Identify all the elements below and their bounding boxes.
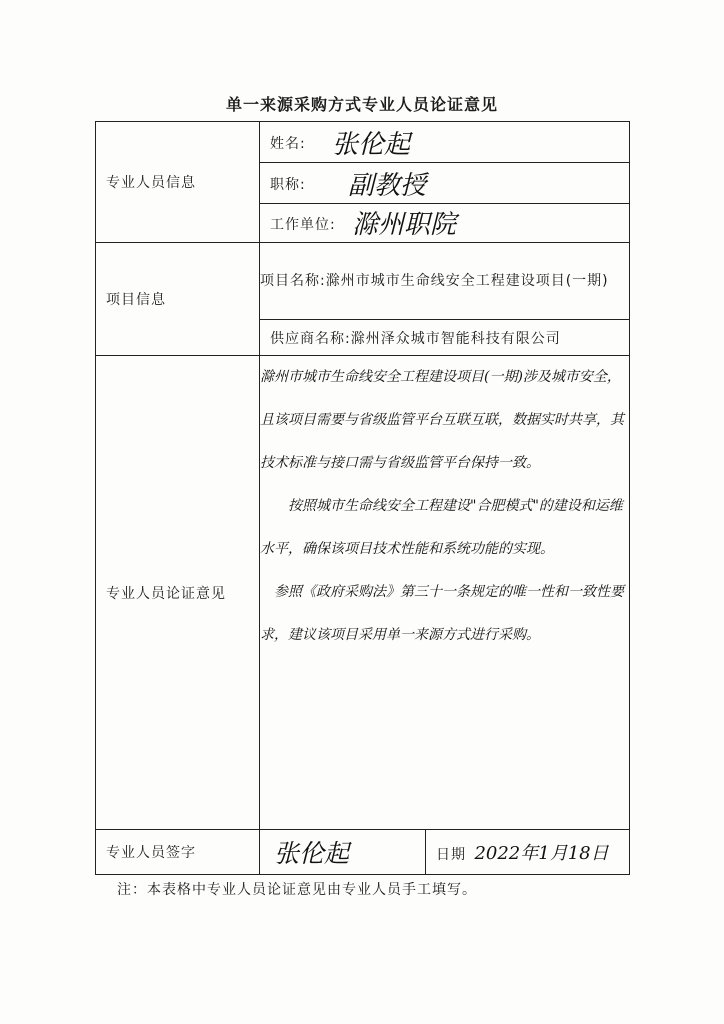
project-name-row <box>260 243 630 320</box>
unit-label: 工作单位: <box>270 217 336 233</box>
supplier-value: 滁州泽众城市智能科技有限公司 <box>350 330 561 347</box>
date-cell <box>426 830 630 874</box>
opinion-paragraph: 按照城市生命线安全工程建设"合肥模式"的建设和运维水平，确保该项目技术性能和系统功能的实现。 <box>260 498 623 557</box>
name-value: 张伦起 <box>332 130 411 160</box>
title-row <box>260 163 630 204</box>
opinion-content <box>260 356 630 830</box>
page-title: 单一来源采购方式专业人员论证意见 <box>225 95 498 114</box>
project-name-value: 滁州市城市生命线安全工程建设项目(一期) <box>325 273 609 289</box>
signature-label: 专业人员签字 <box>96 830 260 875</box>
unit-row <box>260 204 630 243</box>
project-name-label: 项目名称: <box>260 273 326 289</box>
footnote: 注：本表格中专业人员论证意见由专业人员手工填写。 <box>117 882 477 898</box>
project-info-label: 项目信息 <box>96 243 260 356</box>
name-label: 姓名: <box>270 136 306 152</box>
supplier-row <box>260 320 630 356</box>
signature-row <box>260 830 630 875</box>
expert-info-label: 专业人员信息 <box>96 122 260 243</box>
signature-value: 张伦起 <box>274 839 350 868</box>
expert-opinion-form <box>95 121 630 875</box>
opinion-paragraph: 滁州市城市生命线安全工程建设项目(一期)涉及城市安全，且该项目需要与省级监管平台互联互联，数据实时共享，其技术标准与接口需与省级监管平台保持一致。 <box>260 369 624 471</box>
signature-cell <box>260 830 426 874</box>
opinion-label: 专业人员论证意见 <box>96 356 260 830</box>
unit-value: 滁州职院 <box>352 210 457 240</box>
opinion-paragraph: 参照《政府采购法》第三十一条规定的唯一性和一致性要求，建议该项目采用单一来源方式进行采购。 <box>260 584 624 643</box>
supplier-label: 供应商名称: <box>270 330 351 347</box>
date-label: 日期 <box>436 847 466 863</box>
date-value: 2022年1月18日 <box>474 843 609 864</box>
name-row <box>260 122 630 163</box>
title-value: 副教授 <box>348 171 427 201</box>
title-label: 职称: <box>270 177 306 193</box>
